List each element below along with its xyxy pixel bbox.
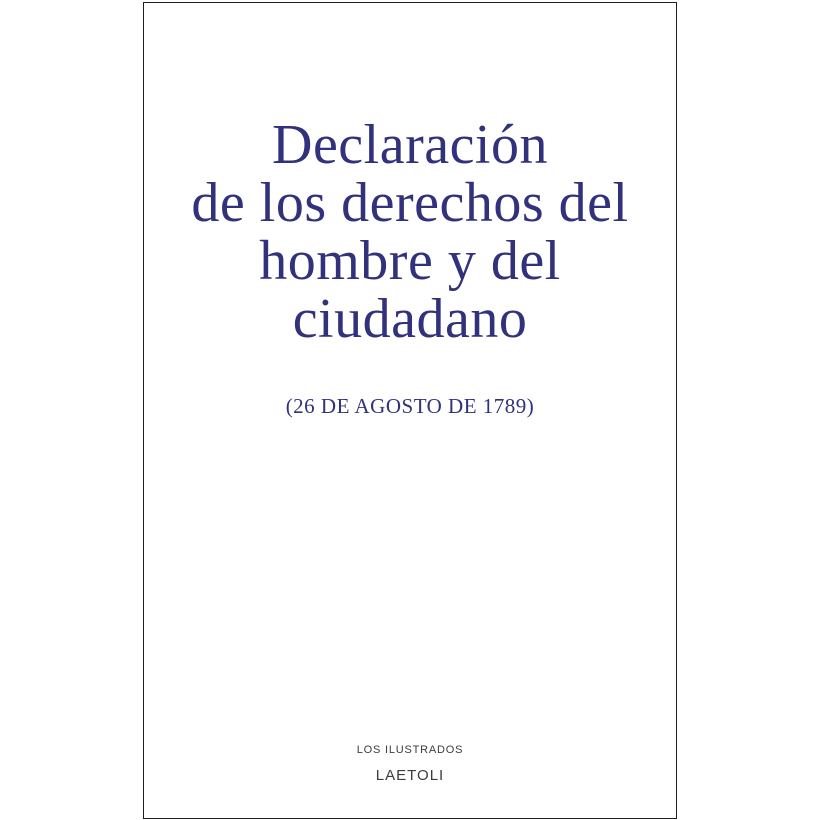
collection-name: LOS ILUSTRADOS: [356, 744, 464, 756]
book-subtitle-date: (26 DE AGOSTO DE 1789): [285, 394, 535, 418]
book-title: [144, 116, 676, 348]
book-title-line-4: ciudadano: [292, 288, 528, 350]
book-title-line-1: Declaración: [272, 114, 548, 176]
publisher-name: LAETOLI: [375, 767, 445, 784]
book-title-line-3: hombre y del: [259, 230, 561, 292]
book-cover: [143, 2, 677, 819]
book-title-line-2: de los derechos del: [191, 172, 629, 234]
